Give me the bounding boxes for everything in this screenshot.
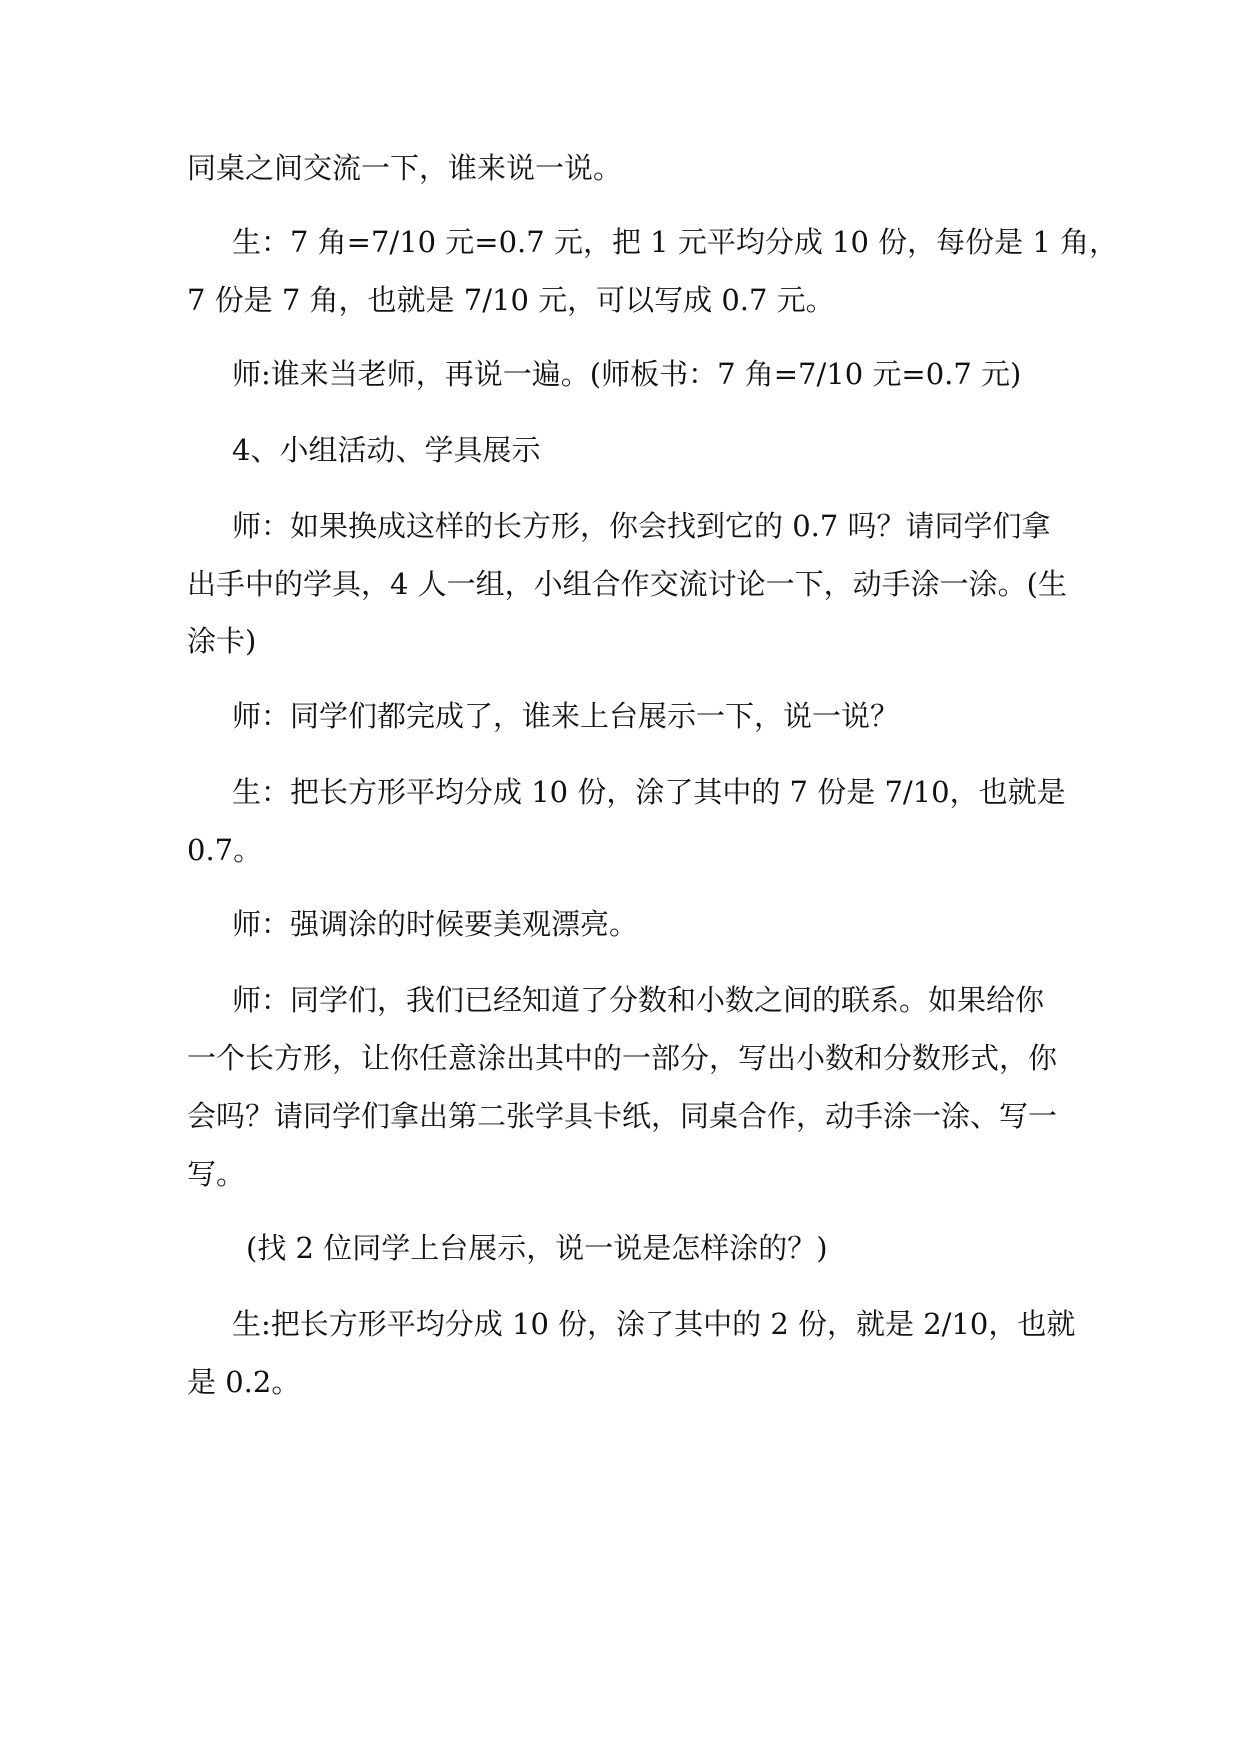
text-line: 会吗？请同学们拿出第二张学具卡纸，同桌合作，动手涂一涂、写一 [187, 1099, 1058, 1133]
text-line: 师：强调涂的时候要美观漂亮。 [232, 907, 639, 941]
text-line: 生:把长方形平均分成 10 份，涂了其中的 2 份，就是 2/10，也就 [232, 1307, 1076, 1341]
section-heading: 4、小组活动、学具展示 [232, 433, 541, 467]
text-line: 师:谁来当老师，再说一遍。(师板书：7 角=7/10 元=0.7 元) [232, 357, 1022, 391]
text-line: 师：同学们都完成了，谁来上台展示一下，说一说？ [232, 699, 900, 733]
text-line: 同桌之间交流一下，谁来说一说。 [187, 151, 623, 185]
text-line: 0.7。 [187, 833, 263, 867]
text-line: 师：如果换成这样的长方形，你会找到它的 0.7 吗？请同学们拿 [232, 509, 1051, 543]
text-line: 生：7 角=7/10 元=0.7 元，把 1 元平均分成 10 份，每份是 1 角， [232, 225, 1119, 259]
text-line: 写。 [187, 1157, 246, 1191]
text-line: (找 2 位同学上台展示，说一说是怎样涂的？) [246, 1231, 828, 1265]
text-line: 是 0.2。 [187, 1365, 301, 1399]
text-line: 7 份是 7 角，也就是 7/10 元，可以写成 0.7 元。 [187, 283, 835, 317]
text-line: 出手中的学具，4 人一组，小组合作交流讨论一下，动手涂一涂。(生 [187, 567, 1067, 601]
text-line: 师：同学们，我们已经知道了分数和小数之间的联系。如果给你 [232, 983, 1045, 1017]
text-line: 涂卡) [187, 624, 257, 658]
text-line: 生：把长方形平均分成 10 份，涂了其中的 7 份是 7/10，也就是 [232, 775, 1066, 809]
text-line: 一个长方形，让你任意涂出其中的一部分，写出小数和分数形式，你 [187, 1041, 1058, 1075]
